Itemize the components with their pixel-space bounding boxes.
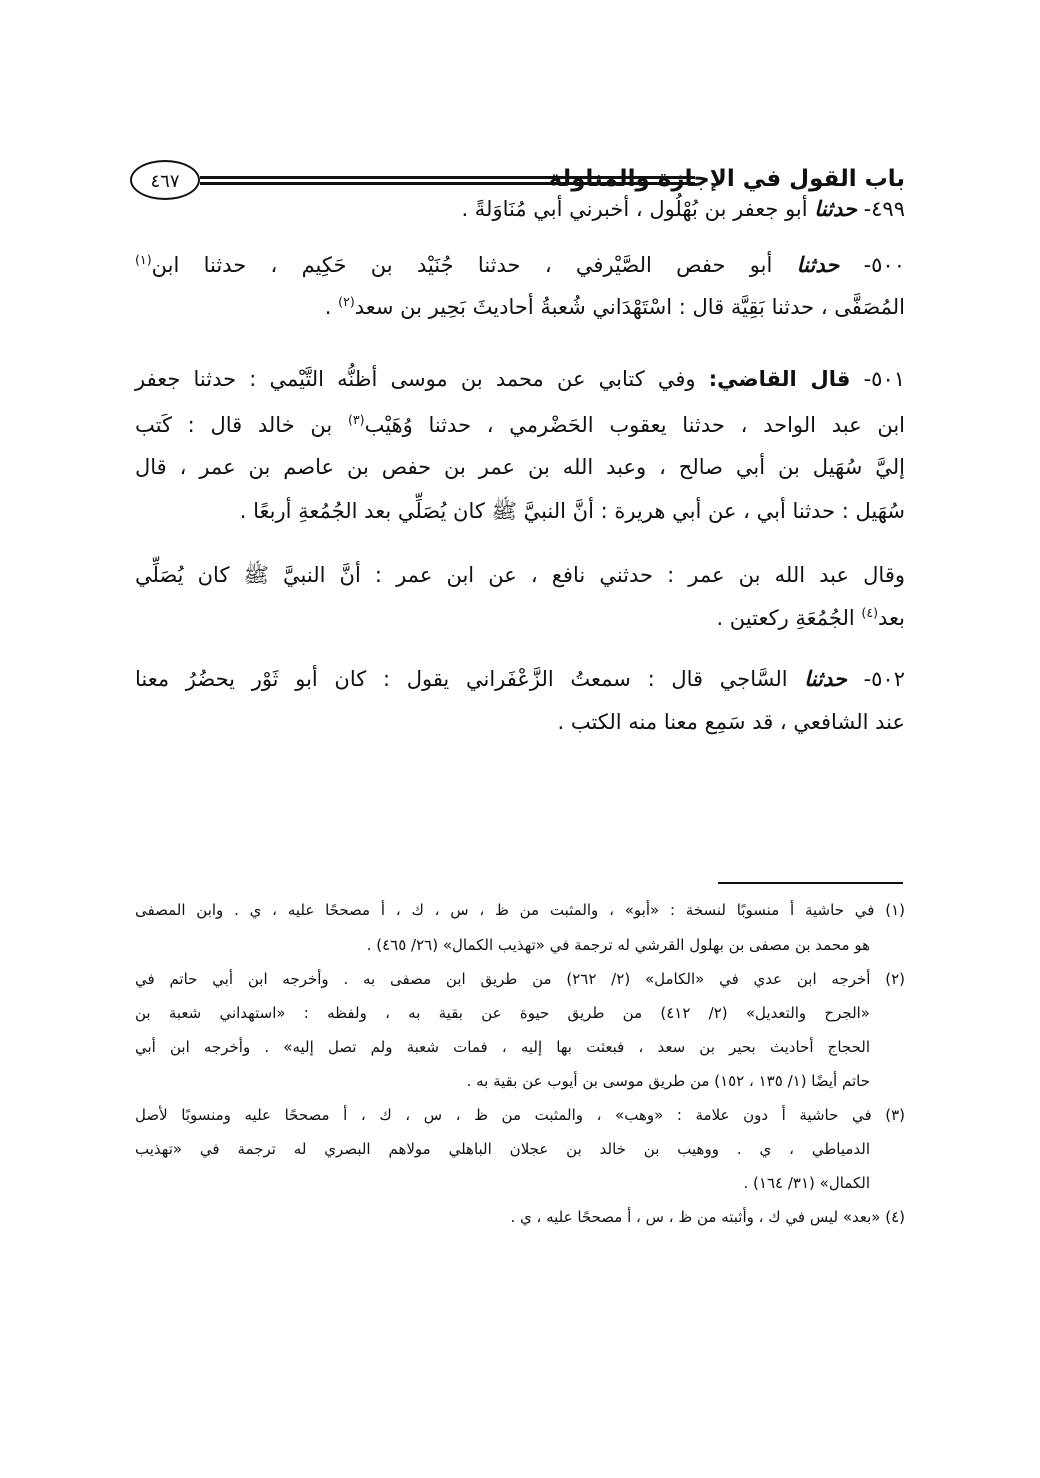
text-line bbox=[135, 252, 905, 277]
header-divider bbox=[200, 176, 695, 185]
text-segment: بن خالد قال : كَتب bbox=[135, 413, 348, 437]
text-segment: ابن عبد الواحد ، حدثنا يعقوب الحَضْرمي ، حدثنا وُهَيْب bbox=[364, 413, 905, 437]
footnote-line bbox=[135, 1106, 905, 1124]
footnote-line bbox=[135, 1140, 870, 1158]
footnote-line bbox=[135, 970, 905, 988]
text-segment: (٢) أخرجه ابن عدي في «الكامل» (٢/ ٢٦٢) من طريق ابن مصفى به . وأخرجه ابن أبي حاتم في bbox=[135, 970, 905, 988]
footnote-line bbox=[135, 1004, 870, 1022]
text-segment: هو محمد بن مصفى بن بهلول القرشي له ترجمة في «تهذيب الكمال» (٢٦/ ٤٦٥) . bbox=[366, 936, 870, 954]
running-header-title: باب القول في الإجازة والمناولة bbox=[548, 166, 905, 192]
text-segment: ٥٠١- bbox=[850, 367, 906, 391]
footnote-line bbox=[135, 936, 870, 954]
text-line bbox=[135, 562, 905, 593]
lead-phrase: حدثنا bbox=[796, 253, 840, 277]
text-segment: بعد bbox=[878, 606, 905, 630]
footnote-line bbox=[135, 1072, 870, 1090]
text-segment: الدمياطي ، ي . ووهيب بن خالد بن عجلان الباهلي مولاهم البصري له ترجمة في «تهذيب bbox=[135, 1140, 870, 1158]
text-segment: أبو جعفر بن بُهْلُول ، أخبرني أبي مُنَاوَلةً . bbox=[461, 197, 815, 221]
text-segment: . bbox=[324, 295, 339, 319]
text-line bbox=[135, 498, 905, 529]
text-segment: ٥٠٠- bbox=[839, 253, 905, 277]
text-line bbox=[135, 367, 905, 391]
text-segment: حاتم أيضًا (١/ ١٣٥ ، ١٥٢) من طريق موسى بن أيوب عن بقية به . bbox=[466, 1072, 870, 1090]
text-line bbox=[135, 294, 905, 319]
text-line bbox=[135, 605, 905, 630]
text-segment: إليَّ سُهَيل بن أبي صالح ، وعبد الله بن عمر بن حفص بن عاصم بن عمر ، قال bbox=[135, 455, 905, 479]
text-segment: (٣) في حاشية أ دون علامة : «وهب» ، والمثبت من ظ ، س ، ك ، أ مصححًا عليه ومنسوبًا لأصل bbox=[135, 1106, 905, 1124]
text-segment: وقال عبد الله بن عمر : حدثني نافع ، عن ابن عمر : أنَّ النبيَّ ﷺ كان يُصَلِّي bbox=[135, 563, 905, 587]
text-line bbox=[135, 667, 905, 691]
text-line bbox=[135, 710, 905, 734]
lead-phrase: قال القاضي: bbox=[708, 367, 851, 391]
footnote-marker: (٤) bbox=[861, 605, 878, 620]
text-segment: الجُمُعَةِ ركعتين . bbox=[716, 606, 862, 630]
text-line bbox=[135, 197, 905, 221]
text-segment: المُصَفَّى ، حدثنا بَقِيَّة قال : اسْتَهْدَاني شُعبةُ أحاديثَ بَحِير بن سعد bbox=[354, 295, 905, 319]
footnote-line bbox=[135, 901, 905, 919]
text-line bbox=[135, 455, 905, 479]
text-segment: ٤٩٩- bbox=[856, 197, 905, 221]
text-segment: (١) في حاشية أ منسوبًا لنسخة : «أبو» ، والمثبت من ظ ، س ، ك ، أ مصححًا عليه ، ي . وابن المصفى bbox=[135, 901, 905, 919]
lead-phrase: حدثنا bbox=[814, 197, 857, 221]
text-segment: سُهَيل : حدثنا أبي ، عن أبي هريرة : أنَّ النبيَّ ﷺ كان يُصَلِّي بعد الجُمُعةِ أربعًا . bbox=[239, 499, 905, 523]
footnote-marker: (١) bbox=[135, 252, 152, 267]
footnote-marker: (٣) bbox=[347, 412, 365, 427]
footnote-line bbox=[135, 1208, 905, 1226]
text-segment: وفي كتابي عن محمد بن موسى أظنُّه التَّيْمي : حدثنا جعفر bbox=[135, 367, 709, 391]
text-segment: الحجاج أحاديث بحير بن سعد ، فبعثت بها إليه ، فمات شعبة ولم تصل إليه» . وأخرجه ابن أبي bbox=[135, 1038, 870, 1056]
footnote-line bbox=[135, 1174, 870, 1192]
footnote-line bbox=[135, 1038, 870, 1056]
footnote-marker: (٢) bbox=[338, 294, 355, 309]
text-segment: السَّاجي قال : سمعتُ الزَّعْفَراني يقول : كان أبو ثَوْر يحضُرُ معنا bbox=[135, 667, 805, 691]
page-number-badge: ٤٦٧ bbox=[130, 160, 200, 200]
text-line bbox=[135, 412, 905, 437]
text-segment: «الجرح والتعديل» (٢/ ٤١٢) من طريق حيوة عن بقية به ، ولفظه : «استهداني شعبة بن bbox=[135, 1004, 870, 1022]
text-segment: عند الشافعي ، قد سَمِع معنا منه الكتب . bbox=[557, 710, 905, 734]
text-segment: أبو حفص الصَّيْرفي ، حدثنا جُنَيْد بن حَكِيم ، حدثنا ابن bbox=[151, 253, 797, 277]
text-segment: (٤) «بعد» ليس في ك ، وأثبته من ظ ، س ، أ مصححًا عليه ، ي . bbox=[510, 1208, 905, 1226]
text-segment: الكمال» (٣١/ ١٦٤) . bbox=[743, 1174, 870, 1192]
lead-phrase: حدثنا bbox=[804, 667, 847, 691]
text-segment: ٥٠٢- bbox=[846, 667, 905, 691]
footnote-divider bbox=[718, 882, 903, 884]
